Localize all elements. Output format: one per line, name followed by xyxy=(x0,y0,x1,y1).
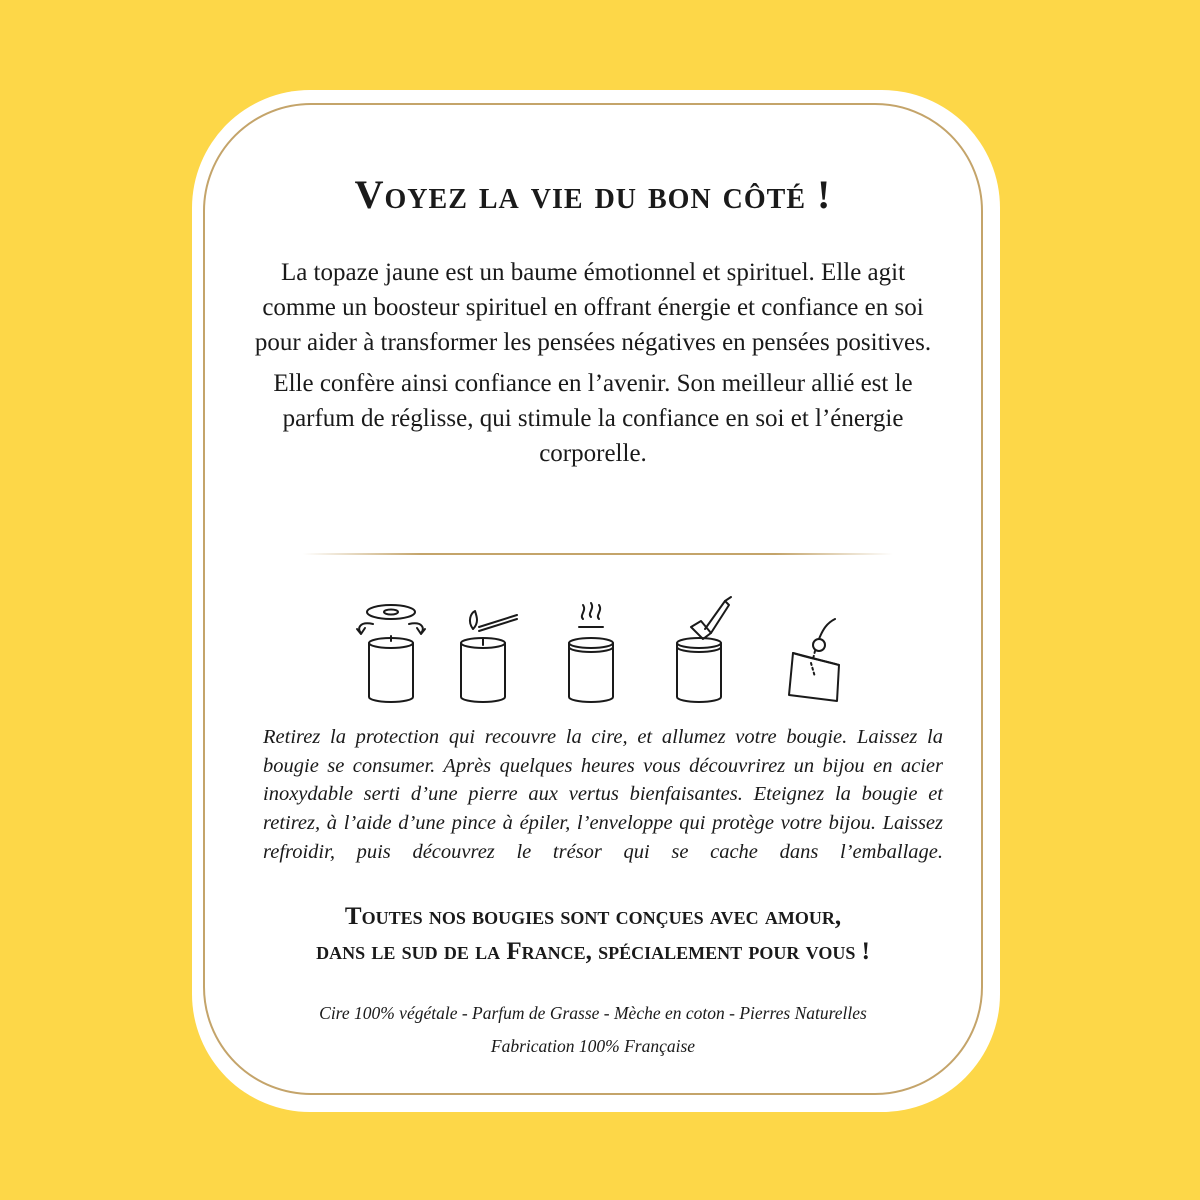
jewel-pouch-icon xyxy=(789,619,839,701)
features-line-1: Cire 100% végétale - Parfum de Grasse - Mèche en coton - Pierres Naturelles xyxy=(319,1003,867,1023)
tagline-line-1: Toutes nos bougies sont conçues avec amour, xyxy=(344,903,842,930)
page-title: Voyez la vie du bon côté ! xyxy=(354,172,832,217)
tagline-line-2: dans le sud de la France, spécialement pour vous ! xyxy=(316,938,870,965)
card-content xyxy=(203,103,983,1095)
light-candle-icon xyxy=(461,611,517,702)
tagline xyxy=(203,899,983,969)
features-list xyxy=(203,997,983,1063)
intro-paragraph-1: La topaze jaune est un baume émotionnel et spirituel. Elle agit comme un boosteur spirituel en offrant énergie et confiance en soi pour aider à transformer les pensées négatives en pensées positives. xyxy=(254,259,932,356)
gold-divider xyxy=(303,553,893,555)
remove-lid-icon xyxy=(357,605,425,702)
usage-steps-icons xyxy=(343,593,863,713)
features-line-2: Fabrication 100% Française xyxy=(490,1036,696,1056)
intro-paragraph-2: Elle confère ainsi confiance en l’avenir. Son meilleur allié est le parfum de réglisse, qui stimule la confiance en soi et l’énergie corporelle. xyxy=(273,370,913,467)
burning-candle-icon xyxy=(569,603,613,702)
instructions-text: Retirez la protection qui recouvre la cire, et allumez votre bougie. Laissez la bougie se consumer. Après quelques heures vous découvrirez un bijou en acier inoxydable serti d’une pierre aux vertus bienfaisantes. Eteignez la bougie et retirez, à l’aide d’une pince à épiler, l’enveloppe qui protège votre bijou. Laissez refroidir, puis découvrez le trésor qui se cache dans l’emballage. xyxy=(263,726,943,863)
intro-text xyxy=(243,255,943,471)
tweezers-icon xyxy=(677,597,731,702)
